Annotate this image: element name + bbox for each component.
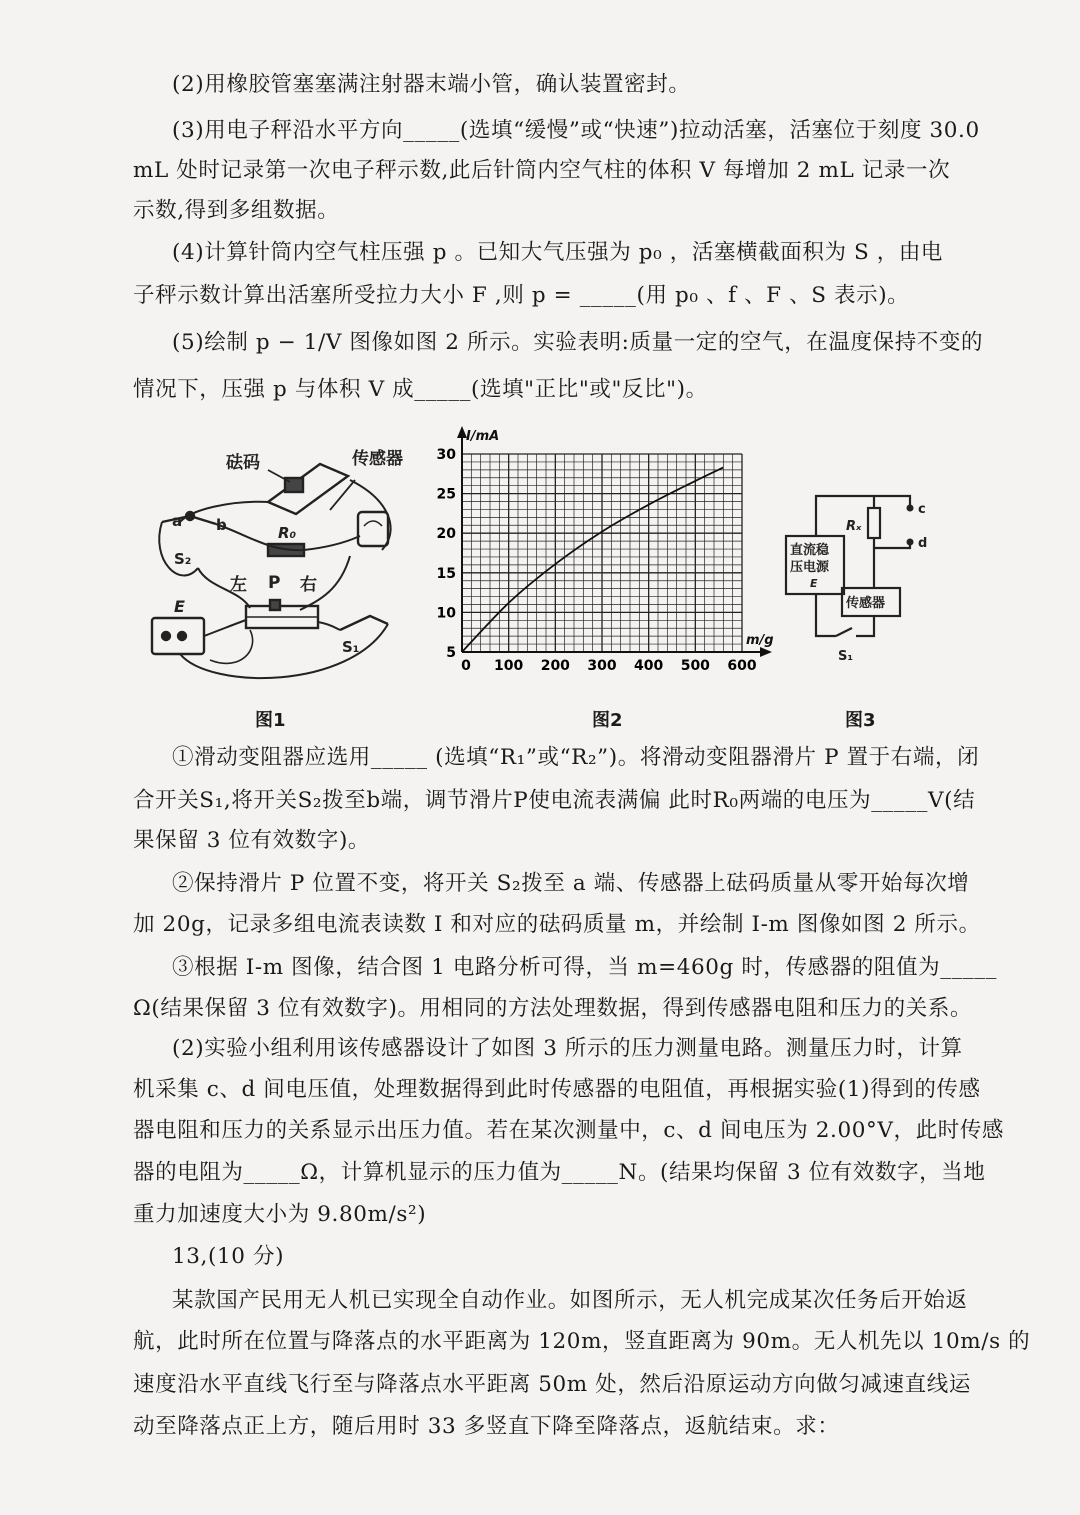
text-line: 某款国产民用无人机已实现全自动作业。如图所示，无人机完成某次任务后开始返 bbox=[172, 1288, 968, 1313]
label-power-2: 压电源 bbox=[790, 560, 830, 575]
x-tick-label: 300 bbox=[587, 658, 617, 674]
label-c: c bbox=[918, 502, 926, 517]
label-s1: S₁ bbox=[838, 649, 854, 664]
figure-1-circuit bbox=[150, 440, 420, 690]
sensor-plate bbox=[268, 464, 348, 514]
label-b: b bbox=[216, 516, 227, 534]
x-tick-label: 0 bbox=[461, 658, 471, 674]
terminal-d bbox=[907, 539, 914, 546]
figure-3-circuit bbox=[780, 480, 940, 670]
y-axis-label: I/mA bbox=[466, 429, 500, 444]
text-line: (3)用电子秤沿水平方向_____(选填“缓慢”或“快速”)拉动活塞，活塞位于刻度 30.0 bbox=[172, 118, 980, 143]
text-line: 动至降落点正上方，随后用时 33 多竖直下降至降落点，返航结束。求： bbox=[133, 1414, 840, 1439]
y-tick-label: 30 bbox=[436, 447, 456, 463]
text-line: (2)实验小组利用该传感器设计了如图 3 所示的压力测量电路。测量压力时，计算 bbox=[172, 1036, 963, 1061]
text-line: ①滑动变阻器应选用_____ (选填“R₁”或“R₂”)。将滑动变阻器滑片 P 置于右端，闭 bbox=[172, 745, 980, 770]
terminal-c bbox=[907, 505, 914, 512]
ammeter bbox=[358, 512, 388, 546]
question-number: 13,(10 分) bbox=[172, 1244, 285, 1269]
text-line: 合开关S₁,将开关S₂拨至b端，调节滑片P使电流表满偏 此时R₀两端的电压为_____V(结 bbox=[133, 788, 976, 813]
text-line: 器的电阻为_____Ω，计算机显示的压力值为_____N。(结果均保留 3 位有效数字，当地 bbox=[133, 1160, 986, 1185]
x-tick-label: 400 bbox=[634, 658, 664, 674]
text-line: (5)绘制 p − 1/V 图像如图 2 所示。实验表明:质量一定的空气，在温度保持不变的 bbox=[172, 330, 984, 355]
text-line: Ω(结果保留 3 位有效数字)。用相同的方法处理数据，得到传感器电阻和压力的关系。 bbox=[133, 996, 973, 1021]
text-line: ②保持滑片 P 位置不变，将开关 S₂拨至 a 端、传感器上砝码质量从零开始每次增 bbox=[172, 871, 970, 896]
switch-s1 bbox=[340, 616, 388, 630]
text-line: 机采集 c、d 间电压值，处理数据得到此时传感器的电阻值，再根据实验(1)得到的传感 bbox=[133, 1077, 981, 1102]
label-a: a bbox=[172, 512, 183, 530]
figure-3-caption: 图3 bbox=[845, 710, 876, 731]
y-tick-label: 10 bbox=[436, 605, 456, 622]
x-axis-label: m/g bbox=[746, 633, 774, 648]
text-line: mL 处时记录第一次电子秤示数,此后针筒内空气柱的体积 V 每增加 2 mL 记录一次 bbox=[133, 158, 951, 183]
text-line: 子秤示数计算出活塞所受拉力大小 F ,则 p = _____(用 p₀ 、f 、F 、S 表示)。 bbox=[133, 283, 910, 308]
label-left: 左 bbox=[230, 575, 247, 595]
x-tick-label: 100 bbox=[494, 658, 524, 674]
label-sensor: 传感器 bbox=[846, 596, 886, 611]
y-tick-label: 5 bbox=[446, 645, 456, 661]
text-line: 航，此时所在位置与降落点的水平距离为 120m，竖直距离为 90m。无人机先以 10m/s 的 bbox=[133, 1329, 1031, 1354]
text-line: 加 20g，记录多组电流表读数 I 和对应的砝码质量 m，并绘制 I-m 图像如图 2 所示。 bbox=[133, 912, 981, 937]
label-sensor: 传感器 bbox=[352, 449, 403, 469]
label-weight: 砝码 bbox=[226, 453, 260, 473]
text-line: (2)用橡胶管塞塞满注射器末端小管，确认装置密封。 bbox=[172, 72, 691, 97]
label-power-e: E bbox=[810, 577, 818, 590]
text-line: ③根据 I-m 图像，结合图 1 电路分析可得，当 m=460g 时，传感器的阻值为_____ bbox=[172, 955, 997, 980]
figure-1-caption: 图1 bbox=[255, 710, 286, 731]
chart-grid bbox=[462, 454, 742, 652]
text-line: 器电阻和压力的关系显示出压力值。若在某次测量中，c、d 间电压为 2.00°V，此时传感 bbox=[133, 1118, 1005, 1143]
text-line: 重力加速度大小为 9.80m/s²) bbox=[133, 1202, 427, 1227]
figure-2-caption: 图2 bbox=[592, 710, 623, 731]
y-tick-label: 20 bbox=[436, 526, 456, 543]
label-power-1: 直流稳 bbox=[790, 543, 830, 558]
x-tick-label: 200 bbox=[540, 658, 570, 674]
resistor-rx bbox=[868, 508, 880, 538]
text-line: 速度沿水平直线飞行至与降落点水平距离 50m 处，然后沿原运动方向做匀减速直线运 bbox=[133, 1372, 971, 1397]
y-tick-label: 15 bbox=[436, 565, 456, 582]
label-s2: S₂ bbox=[174, 550, 192, 568]
switch-s1-blade bbox=[836, 628, 852, 636]
y-tick-label: 25 bbox=[436, 486, 456, 503]
x-tick-label: 500 bbox=[680, 658, 710, 674]
text-line: (4)计算针筒内空气柱压强 p 。已知大气压强为 p₀ ，活塞横截面积为 S ，由电 bbox=[172, 240, 944, 265]
label-s1: S₁ bbox=[342, 638, 360, 656]
label-d: d bbox=[918, 536, 928, 551]
text-line: 情况下，压强 p 与体积 V 成_____(选填"正比"或"反比")。 bbox=[133, 377, 708, 402]
text-line: 示数,得到多组数据。 bbox=[133, 198, 340, 223]
label-rx: Rₓ bbox=[846, 519, 862, 534]
label-r0: R₀ bbox=[278, 524, 297, 542]
label-e: E bbox=[174, 597, 185, 616]
label-right: 右 bbox=[300, 575, 317, 595]
figure-2-chart bbox=[430, 420, 780, 685]
x-axis-arrow bbox=[760, 647, 772, 657]
text-line: 果保留 3 位有效数字)。 bbox=[133, 828, 371, 853]
x-tick-label: 600 bbox=[727, 658, 757, 674]
label-p: P bbox=[268, 573, 281, 593]
